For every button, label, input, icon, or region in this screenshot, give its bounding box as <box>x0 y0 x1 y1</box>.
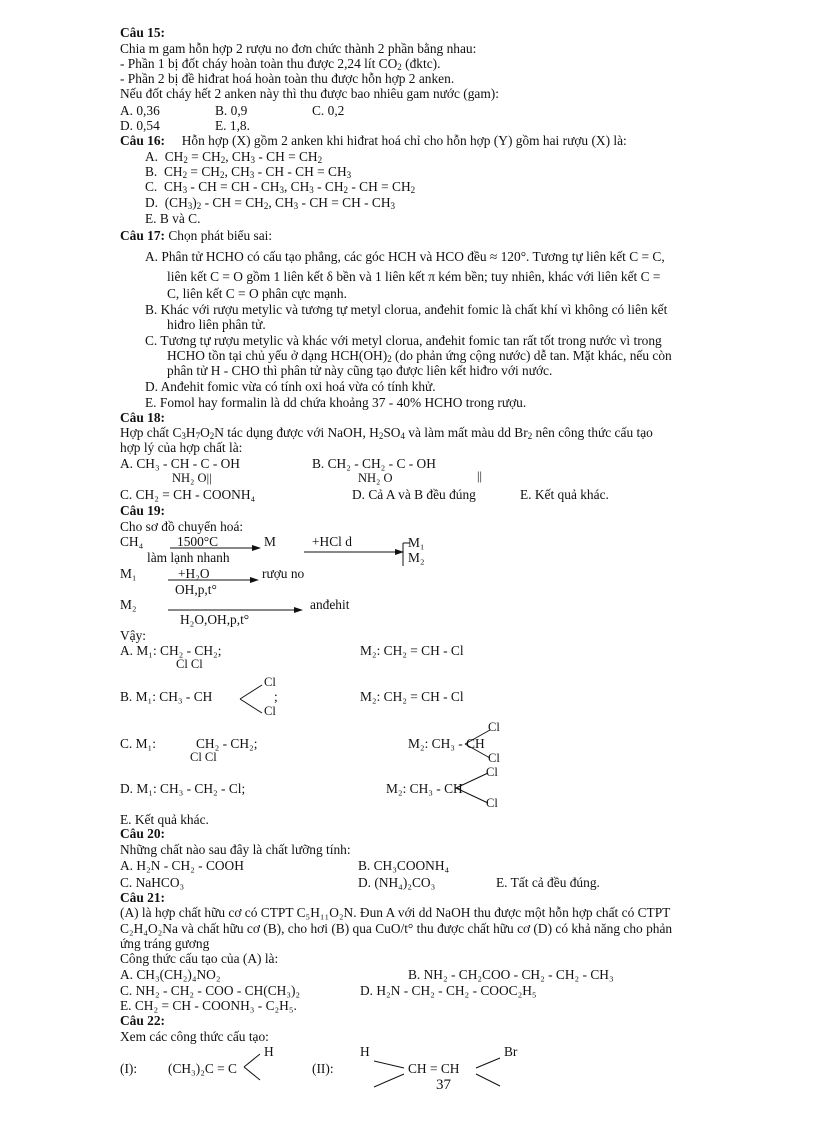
q22-i-label: (I): <box>120 1061 138 1076</box>
q21-option-e: E. CH₂ = CH - COONH₃ - C₂H₅. <box>120 998 297 1013</box>
q19-ohpt: OH,p,t° <box>175 582 217 597</box>
q15-option-d: D. 0,54 <box>120 118 160 133</box>
q19-cooling: làm lạnh nhanh <box>147 550 230 565</box>
q21-title: Câu 21: <box>120 890 166 905</box>
q17-option-e: E. Fomol hay formalin là dd chứa khoảng 37 - 40% HCHO trong rượu. <box>145 395 527 410</box>
q20-option-b: B. CH₃COONH₄ <box>358 858 450 873</box>
q22-i-h: H <box>264 1044 274 1059</box>
q17-a-line2: liên kết C = O gồm 1 liên kết δ bền và 1 liên kết π kém bền; tuy nhiên, khác với liên kết C = <box>167 269 661 284</box>
q18-line1: Hợp chất $C_3H_7O_2N$ tác dụng được với NaOH, $H_2SO_4$ và làm mất màu dd $Br_2$ nên công thức cấu tạo <box>120 425 653 441</box>
q19-c-cl-top: Cl <box>488 720 500 734</box>
q22-ii-formula: CH = CH <box>408 1061 460 1076</box>
q22-ii-br: Br <box>504 1044 518 1059</box>
q17-c-line1: C. Tương tự rượu metylic và khác với metyl clorua, anđehit fomic tan rất tốt trong nước vì trong <box>145 333 662 348</box>
q19-temp: 1500°C <box>177 534 219 549</box>
q16-option-c: C. $CH_3$ - CH = CH - $CH_3$, $CH_3 - CH_2$ - CH = $CH_2$ <box>145 179 416 195</box>
q20-option-e: E. Tất cả đều đúng. <box>496 875 600 890</box>
q19-b-cl-bottom: Cl <box>264 704 276 718</box>
q18-option-c: C. CH₂ = CH - COONH₄ <box>120 487 256 502</box>
q19-a-m2: M₂: CH₂ = CH - Cl <box>360 643 464 658</box>
q19-stem: Cho sơ đồ chuyển hoá: <box>120 519 244 534</box>
q22-ii-label: (II): <box>312 1061 334 1076</box>
q15-line2: - Phần 1 bị đốt cháy hoàn toàn thu được 2,24 lít $CO_2$ (đktc). <box>120 56 441 72</box>
q17-b-line1: B. Khác với rượu metylic và tương tự metyl clorua, anđehit fomic là chất khí vì không có liên kết <box>145 302 668 317</box>
q19-d-cl-top: Cl <box>486 765 498 779</box>
q21-option-c: C. NH₂ - CH₂ - COO - CH(CH₃)₂ <box>120 983 301 998</box>
q19-ch4: CH₄ <box>120 534 144 549</box>
q15-option-a: A. 0,36 <box>120 103 160 118</box>
q19-a-cl: Cl Cl <box>176 657 203 671</box>
q16-option-d: D. $(CH_3)_2$ - CH = $CH_2$, $CH_3$ - CH = CH - $CH_3$ <box>145 195 396 211</box>
q21-line4: Công thức cấu tạo của (A) là: <box>120 951 279 966</box>
q21-option-a: A. CH₃(CH₂)₄NO₂ <box>120 967 221 982</box>
q15-line4: Nếu đốt cháy hết 2 anken này thì thu được bao nhiêu gam nước (gam): <box>120 86 499 101</box>
q17-c-line3: phân tử H - CHO thì phân tử này cũng tạo được liên kết hiđro với nước. <box>167 363 553 378</box>
q19-hcl: +HCl d <box>312 534 352 549</box>
q21-line1: (A) là hợp chất hữu cơ có CTPT C₅H₁₁O₂N. Đun A với dd NaOH thu được một hỗn hợp chất có CTPT <box>120 905 671 920</box>
q20-option-c: C. NaHCO₃ <box>120 875 185 890</box>
q18-title: Câu 18: <box>120 410 166 425</box>
q21-option-b: B. NH₂ - CH₂COO - CH₂ - CH₂ - CH₃ <box>408 967 614 982</box>
q17-a-line3: C, liên kết C = O phân cực mạnh. <box>167 286 347 301</box>
q19-m: M <box>264 534 276 549</box>
q18-option-a-sub: NH₂ O|| <box>172 471 212 485</box>
q19-d-cl-bottom: Cl <box>486 796 498 810</box>
q19-vay: Vậy: <box>120 628 147 643</box>
q19-aldehyde: anđehit <box>310 597 350 612</box>
q17-option-d: D. Anđehit fomic vừa có tính oxi hoá vừa có tính khử. <box>145 379 436 394</box>
page-number: 37 <box>436 1077 451 1093</box>
q15-title: Câu 15: <box>120 25 166 40</box>
q15-option-b: B. 0,9 <box>215 103 248 118</box>
q20-option-a: A. H₂N - CH₂ - COOH <box>120 858 244 873</box>
q15-line1: Chia m gam hỗn hợp 2 rượu no đơn chức thành 2 phần bằng nhau: <box>120 41 477 56</box>
q16-stem: Câu 16: Hỗn hợp (X) gồm 2 anken khi hiđrat hoá chỉ cho hỗn hợp (Y) gồm hai rượu (X) là: <box>120 133 627 148</box>
q19-c-cl-bottom: Cl <box>488 751 500 765</box>
q19-m1-product: M₁ <box>408 535 425 550</box>
q19-b-semicolon: ; <box>274 689 278 704</box>
q16-option-b: B. $CH_2 = CH_2$, $CH_3$ - CH - CH = $CH_3$ <box>145 164 352 180</box>
q19-b-m2: M₂: CH₂ = CH - Cl <box>360 689 464 704</box>
q19-h2o: +H₂O <box>178 566 210 581</box>
q17-stem: Câu 17: Chọn phát biểu sai: <box>120 228 273 243</box>
q17-a-line1: A. Phân tử HCHO có cấu tạo phẳng, các góc HCH và HCO đều ≈ 120°. Tương tự liên kết C = C, <box>145 249 665 264</box>
q22-ii-h: H <box>360 1044 370 1059</box>
q20-stem: Những chất nào sau đây là chất lưỡng tính: <box>120 842 351 857</box>
q19-d-m1: D. M₁: CH₃ - CH₂ - Cl; <box>120 781 246 796</box>
q22-title: Câu 22: <box>120 1013 166 1028</box>
q22-stem: Xem các công thức cấu tạo: <box>120 1029 269 1044</box>
q19-option-e: E. Kết quả khác. <box>120 812 209 827</box>
q19-b-m1: B. M₁: CH₃ - CH <box>120 689 213 704</box>
q19-h2o-oh-pt: H₂O,OH,p,t° <box>180 612 250 627</box>
q19-b-cl-top: Cl <box>264 675 276 689</box>
q18-option-b-sub: NH₂ O <box>358 471 393 485</box>
q20-title: Câu 20: <box>120 826 166 841</box>
q21-line2: C₂H₄O₂Na và chất hữu cơ (B), cho hơi (B) qua CuO/t° thu được chất hữu cơ (D) có khả năng cho phản <box>120 921 673 936</box>
q18-line2: hợp lý của hợp chất là: <box>120 440 243 455</box>
q18-option-e: E. Kết quả khác. <box>520 487 609 502</box>
q19-title: Câu 19: <box>120 503 166 518</box>
q15-option-c: C. 0,2 <box>312 103 345 118</box>
q19-d-m2: M₂: CH₃ - CH <box>386 781 463 796</box>
q18-option-a: A. CH₃ - CH - C - OH <box>120 456 240 471</box>
q19-alcohol: rượu no <box>262 566 305 581</box>
q19-c-m1: C. M₁: <box>120 736 156 751</box>
q15-option-e: E. 1,8. <box>215 118 250 133</box>
q20-option-d: D. (NH₄)₂CO₃ <box>358 875 436 890</box>
q22-i-formula: (CH₃)₂C = C <box>168 1061 237 1076</box>
q18-option-d: D. Cả A và B đều đúng <box>352 487 476 502</box>
q16-option-e: E. B và C. <box>145 211 201 226</box>
q16-option-a: A. $CH_2 = CH_2$, $CH_3$ - CH = $CH_2$ <box>145 149 323 165</box>
q19-m2-product: M₂ <box>408 550 425 565</box>
q19-m1-row: M₁ <box>120 566 137 581</box>
q18-option-b: B. CH₂ - CH₂ - C - OH <box>312 456 436 471</box>
q18-option-b-bond: || <box>477 469 483 483</box>
q21-line3: ứng tráng gương <box>120 936 210 951</box>
q17-b-line2: hiđro liên phân tử. <box>167 317 266 332</box>
q19-a-m1: A. M₁: CH₂ - CH₂; <box>120 643 222 658</box>
q21-option-d: D. H₂N - CH₂ - CH₂ - COOC₂H₅ <box>360 983 537 998</box>
q19-c-formula: CH₂ - CH₂; <box>196 736 258 751</box>
q19-c-m2: M₂: CH₃ - CH <box>408 736 485 751</box>
q19-c-cl: Cl Cl <box>190 750 217 764</box>
q17-c-line2: HCHO tồn tại chủ yếu ở dạng $HCH(OH)_2$ (do phản ứng cộng nước) dễ tan. Mặt khác, nếu còn <box>167 348 672 364</box>
q15-line3: - Phần 2 bị đề hiđrat hoá hoàn toàn thu được hỗn hợp 2 anken. <box>120 71 455 86</box>
q19-m2-row: M₂ <box>120 597 137 612</box>
